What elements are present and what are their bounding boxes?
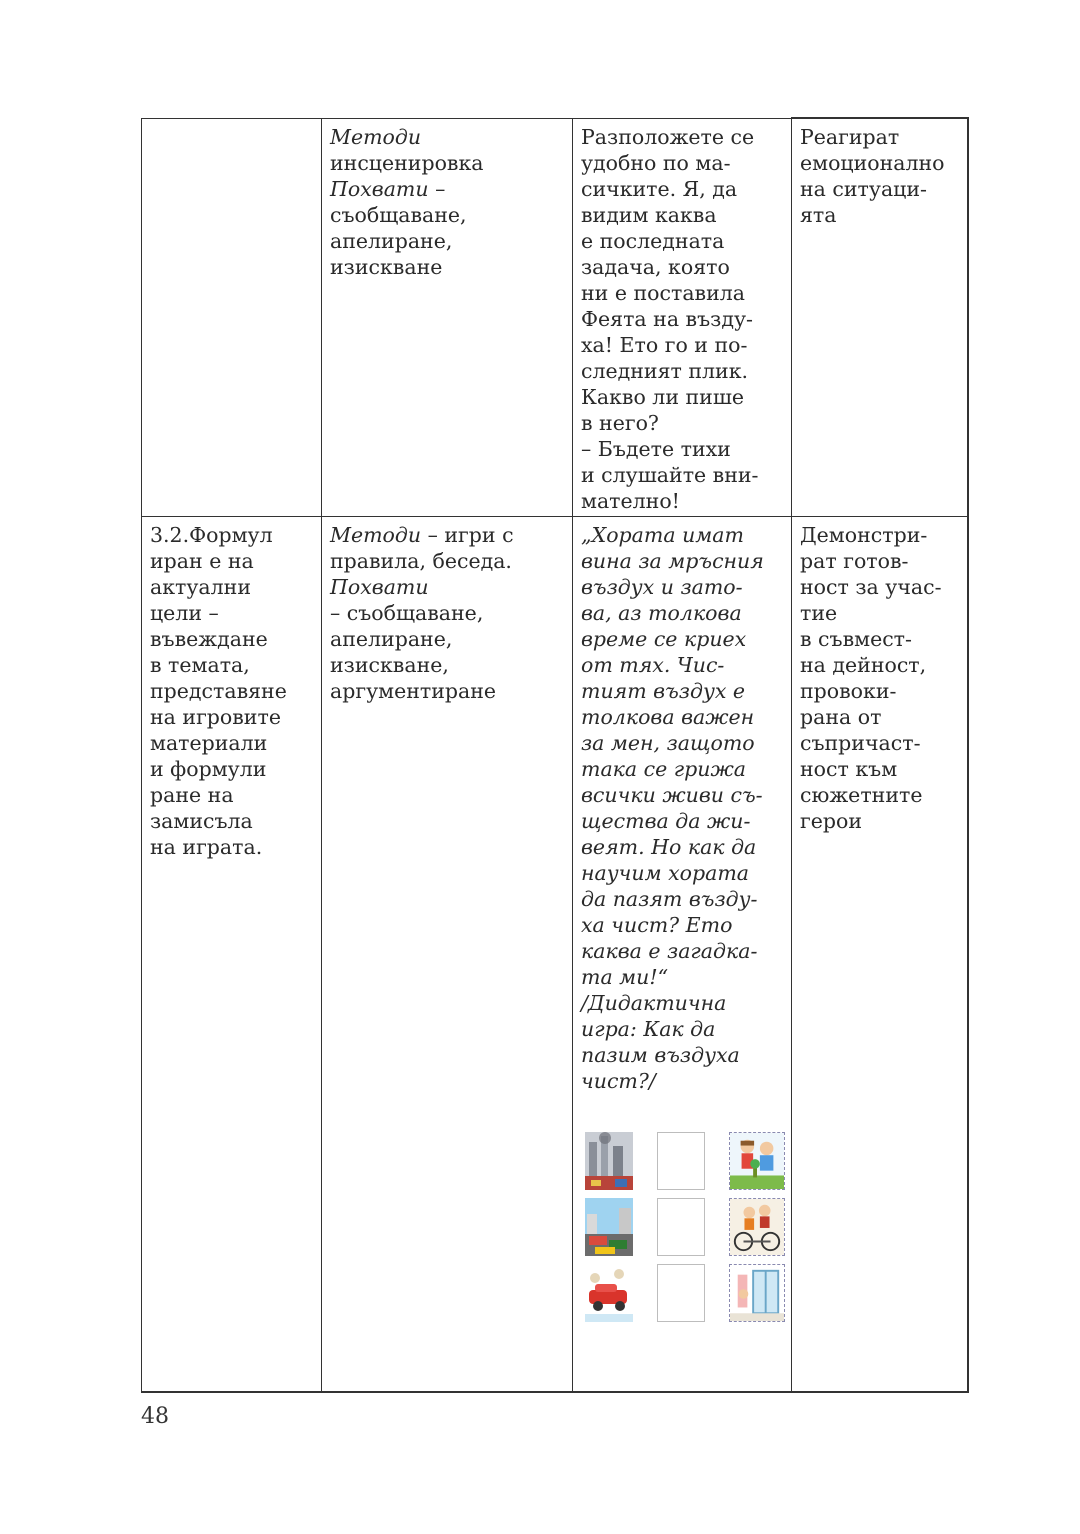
text-line: ност за учас- bbox=[800, 574, 942, 599]
text-line: и слушайте вни- bbox=[581, 462, 759, 487]
text-line bbox=[330, 254, 564, 280]
text-line: задача, която bbox=[581, 254, 730, 279]
text-line: Какво ли пише bbox=[581, 384, 745, 409]
text-line: Демонстри- bbox=[800, 522, 928, 547]
text-line bbox=[330, 574, 564, 600]
text-line bbox=[330, 652, 564, 678]
empty-answer-box[interactable] bbox=[657, 1264, 705, 1322]
text-line: – Бъдете тихи bbox=[581, 436, 731, 461]
text-line: време се криех bbox=[581, 626, 747, 651]
text-line: ва, аз толкова bbox=[581, 600, 742, 625]
page-number: 48 bbox=[141, 1404, 169, 1429]
stage-cell bbox=[142, 516, 322, 1392]
text-line: ране на bbox=[150, 782, 234, 807]
text-line: ност към bbox=[800, 756, 898, 781]
lesson-plan-table bbox=[141, 117, 969, 1393]
text-line: замисъла bbox=[150, 808, 253, 833]
text-line: веят. Но как да bbox=[581, 834, 757, 859]
text-line bbox=[330, 548, 564, 574]
method-text: съобщаване, bbox=[330, 202, 467, 227]
text-line: толкова важен bbox=[581, 704, 755, 729]
text-line: научим хората bbox=[581, 860, 749, 885]
text-line: на дейност, bbox=[800, 652, 927, 677]
method-text: – игри с bbox=[421, 522, 514, 547]
text-line bbox=[330, 522, 564, 548]
method-label: Методи bbox=[330, 522, 422, 547]
text-line: мателно! bbox=[581, 488, 680, 513]
text-line: Феята на възду- bbox=[581, 306, 753, 331]
text-line: та ми!“ bbox=[581, 964, 669, 989]
text-line: за мен, защото bbox=[581, 730, 755, 755]
content-cell bbox=[573, 118, 792, 516]
text-line: и формули bbox=[150, 756, 267, 781]
text-line: на игровите bbox=[150, 704, 281, 729]
text-line: рана от bbox=[800, 704, 882, 729]
text-line: в съвмест- bbox=[800, 626, 912, 651]
text-line bbox=[330, 678, 564, 704]
empty-answer-box[interactable] bbox=[657, 1132, 705, 1190]
text-line: е последната bbox=[581, 228, 725, 253]
expected-result-cell bbox=[792, 516, 968, 1392]
text-line: актуални bbox=[150, 574, 252, 599]
text-line: в темата, bbox=[150, 652, 250, 677]
method-text: правила, беседа. bbox=[330, 548, 512, 573]
text-line: въздух и зато- bbox=[581, 574, 743, 599]
text-line: ха чист? Ето bbox=[581, 912, 733, 937]
text-line: иран е на bbox=[150, 548, 254, 573]
text-line bbox=[330, 228, 564, 254]
methods-cell bbox=[322, 118, 573, 516]
method-label: Похвати bbox=[330, 574, 429, 599]
text-line: чист?/ bbox=[581, 1068, 656, 1093]
text-line: удобно по ма- bbox=[581, 150, 731, 175]
text-line: герои bbox=[800, 808, 863, 833]
text-line: игра: Как да bbox=[581, 1016, 716, 1041]
text-line bbox=[330, 626, 564, 652]
method-label: Методи bbox=[330, 124, 422, 149]
text-line: провоки- bbox=[800, 678, 897, 703]
methods-cell bbox=[322, 516, 573, 1392]
text-line: пазим въздуха bbox=[581, 1042, 740, 1067]
car-traffic-picture bbox=[585, 1198, 633, 1256]
text-line: сичките. Я, да bbox=[581, 176, 738, 201]
children-cycling-picture bbox=[729, 1198, 785, 1256]
open-window-picture bbox=[729, 1264, 785, 1322]
text-line: вина за мръсния bbox=[581, 548, 764, 573]
text-line: тият въздух е bbox=[581, 678, 746, 703]
method-text: апелиране, bbox=[330, 626, 453, 651]
text-line: Разположете се bbox=[581, 124, 755, 149]
method-text: аргументиране bbox=[330, 678, 497, 703]
text-line: сюжетните bbox=[800, 782, 923, 807]
method-text: – bbox=[428, 176, 446, 201]
text-line: ни е поставила bbox=[581, 280, 745, 305]
stage-cell bbox=[142, 118, 322, 516]
text-line: да пазят възду- bbox=[581, 886, 758, 911]
text-line: каква е загадка- bbox=[581, 938, 758, 963]
text-line: видим каква bbox=[581, 202, 717, 227]
text-line bbox=[330, 600, 564, 626]
text-line: материали bbox=[150, 730, 268, 755]
text-line bbox=[330, 124, 564, 150]
empty-answer-box[interactable] bbox=[657, 1198, 705, 1256]
table-row bbox=[142, 516, 968, 1392]
content-cell bbox=[573, 516, 792, 1392]
text-line: въвеждане bbox=[150, 626, 268, 651]
text-line: всички живи съ- bbox=[581, 782, 763, 807]
text-line bbox=[330, 150, 564, 176]
text-line bbox=[330, 176, 564, 202]
method-text: инсценировка bbox=[330, 150, 484, 175]
text-line: така се грижа bbox=[581, 756, 746, 781]
text-line: емоционално bbox=[800, 151, 945, 175]
text-line: цели – bbox=[150, 600, 219, 625]
text-line: ята bbox=[800, 203, 837, 227]
text-line: 3.2.Формул bbox=[150, 522, 273, 547]
text-line: представяне bbox=[150, 678, 287, 703]
text-line bbox=[330, 202, 564, 228]
method-text: апелиране, bbox=[330, 228, 453, 253]
polluting-factory-picture bbox=[585, 1132, 633, 1190]
car-exhaust-picture bbox=[585, 1264, 633, 1322]
text-line: съпричаст- bbox=[800, 730, 921, 755]
text-line: „Хората имат bbox=[581, 522, 744, 547]
method-text: изискване bbox=[330, 254, 443, 279]
text-line: Реагират bbox=[800, 125, 900, 149]
text-line: от тях. Чис- bbox=[581, 652, 725, 677]
text-line: в него? bbox=[581, 410, 659, 435]
table-row bbox=[142, 118, 968, 516]
method-text: изискване, bbox=[330, 652, 449, 677]
method-text: – съобщаване, bbox=[330, 600, 484, 625]
text-line: тие bbox=[800, 600, 838, 625]
text-line: щества да жи- bbox=[581, 808, 751, 833]
method-label: Похвати bbox=[330, 176, 429, 201]
text-line: рат готов- bbox=[800, 548, 909, 573]
children-planting-picture bbox=[729, 1132, 785, 1190]
text-line: на ситуаци- bbox=[800, 177, 927, 201]
text-line: на играта. bbox=[150, 834, 263, 859]
text-line: /Дидактична bbox=[581, 990, 727, 1015]
expected-result-cell bbox=[792, 118, 968, 516]
text-line: ха! Ето го и по- bbox=[581, 332, 748, 357]
text-line: следният плик. bbox=[581, 358, 749, 383]
didactic-game-grid bbox=[585, 1132, 785, 1322]
